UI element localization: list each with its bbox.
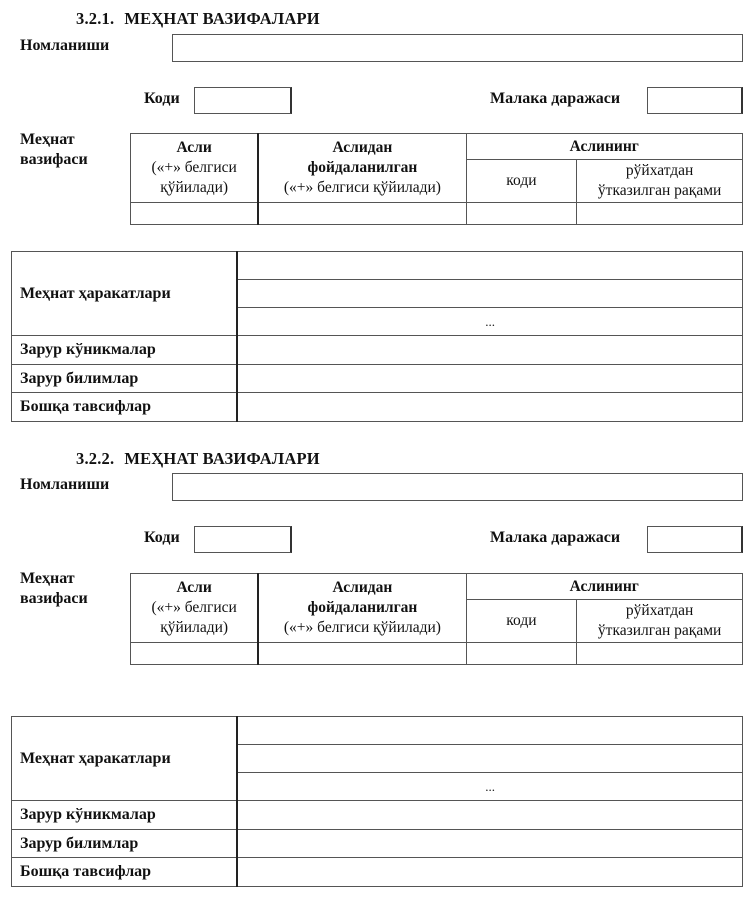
labor-details-table: [11, 251, 743, 422]
section-3-2-2: [0, 440, 754, 900]
labor-action-row[interactable]: [237, 280, 742, 308]
name-field[interactable]: [172, 34, 743, 62]
labor-action-row[interactable]: [237, 252, 742, 280]
section-heading: МЕҲНАТ ВАЗИФАЛАРИ: [124, 9, 320, 28]
name-label: Номланиши: [20, 476, 110, 493]
cell-derived[interactable]: [258, 643, 466, 665]
header-source-group: Аслининг: [466, 134, 742, 160]
required-skills-label: Зарур кўникмалар: [12, 336, 238, 365]
cell-derived[interactable]: [258, 203, 466, 225]
section-number: 3.2.2.: [76, 449, 115, 468]
name-field[interactable]: [172, 473, 743, 501]
code-label: Коди: [144, 529, 180, 546]
cell-source-registration[interactable]: [577, 203, 743, 225]
section-heading: МЕҲНАТ ВАЗИФАЛАРИ: [124, 449, 320, 468]
required-knowledge-value[interactable]: [237, 830, 742, 858]
header-source-registration: рўйхатдан ўтказилган рақами: [577, 160, 743, 203]
labor-task-label: [20, 569, 88, 609]
name-label: Номланиши: [20, 37, 110, 54]
header-source-registration: рўйхатдан ўтказилган рақами: [577, 600, 743, 643]
labor-actions-label: Меҳнат ҳаракатлари: [12, 252, 238, 336]
section-title: [76, 449, 320, 469]
qualification-level-field[interactable]: [647, 87, 743, 114]
header-source-code: коди: [466, 600, 577, 643]
required-knowledge-label: Зарур билимлар: [12, 830, 238, 858]
header-source-code: коди: [466, 160, 577, 203]
cell-original[interactable]: [131, 203, 259, 225]
cell-source-code[interactable]: [466, 643, 577, 665]
other-characteristics-label: Бошқа тавсифлар: [12, 393, 238, 422]
section-number: 3.2.1.: [76, 9, 115, 28]
labor-details-table: [11, 716, 743, 887]
table-row: [131, 203, 743, 225]
labor-action-row[interactable]: [237, 717, 742, 745]
code-field[interactable]: [194, 526, 292, 553]
required-skills-label: Зарур кўникмалар: [12, 801, 238, 830]
required-skills-value[interactable]: [237, 801, 742, 830]
other-characteristics-label: Бошқа тавсифлар: [12, 858, 238, 887]
labor-task-table: [130, 133, 743, 225]
section-3-2-1: [0, 0, 754, 440]
labor-task-label-line2: вазифаси: [20, 151, 88, 168]
labor-task-table: [130, 573, 743, 665]
required-knowledge-label: Зарур билимлар: [12, 365, 238, 393]
code-field[interactable]: [194, 87, 292, 114]
required-skills-value[interactable]: [237, 336, 742, 365]
labor-action-row[interactable]: [237, 745, 742, 773]
labor-task-label-line2: вазифаси: [20, 590, 88, 607]
header-derived: Аслидан фойдаланилган («+» белгиси қўйилади): [258, 574, 466, 643]
other-characteristics-value[interactable]: [237, 858, 742, 887]
labor-actions-label: Меҳнат ҳаракатлари: [12, 717, 238, 801]
qualification-level-label: Малака даражаси: [490, 529, 621, 546]
labor-task-label-line1: Меҳнат: [20, 131, 75, 148]
cell-original[interactable]: [131, 643, 259, 665]
qualification-level-label: Малака даражаси: [490, 90, 621, 107]
section-title: [76, 9, 320, 29]
other-characteristics-value[interactable]: [237, 393, 742, 422]
header-source-group: Аслининг: [466, 574, 742, 600]
qualification-level-field[interactable]: [647, 526, 743, 553]
labor-task-label: [20, 130, 88, 170]
required-knowledge-value[interactable]: [237, 365, 742, 393]
header-original: Асли («+» белгиси қўйилади): [131, 574, 259, 643]
table-row: [131, 643, 743, 665]
cell-source-registration[interactable]: [577, 643, 743, 665]
cell-source-code[interactable]: [466, 203, 577, 225]
header-derived: Аслидан фойдаланилган («+» белгиси қўйилади): [258, 134, 466, 203]
labor-action-row[interactable]: ...: [237, 773, 742, 801]
labor-task-label-line1: Меҳнат: [20, 570, 75, 587]
labor-action-row[interactable]: ...: [237, 308, 742, 336]
code-label: Коди: [144, 90, 180, 107]
header-original: Асли («+» белгиси қўйилади): [131, 134, 259, 203]
